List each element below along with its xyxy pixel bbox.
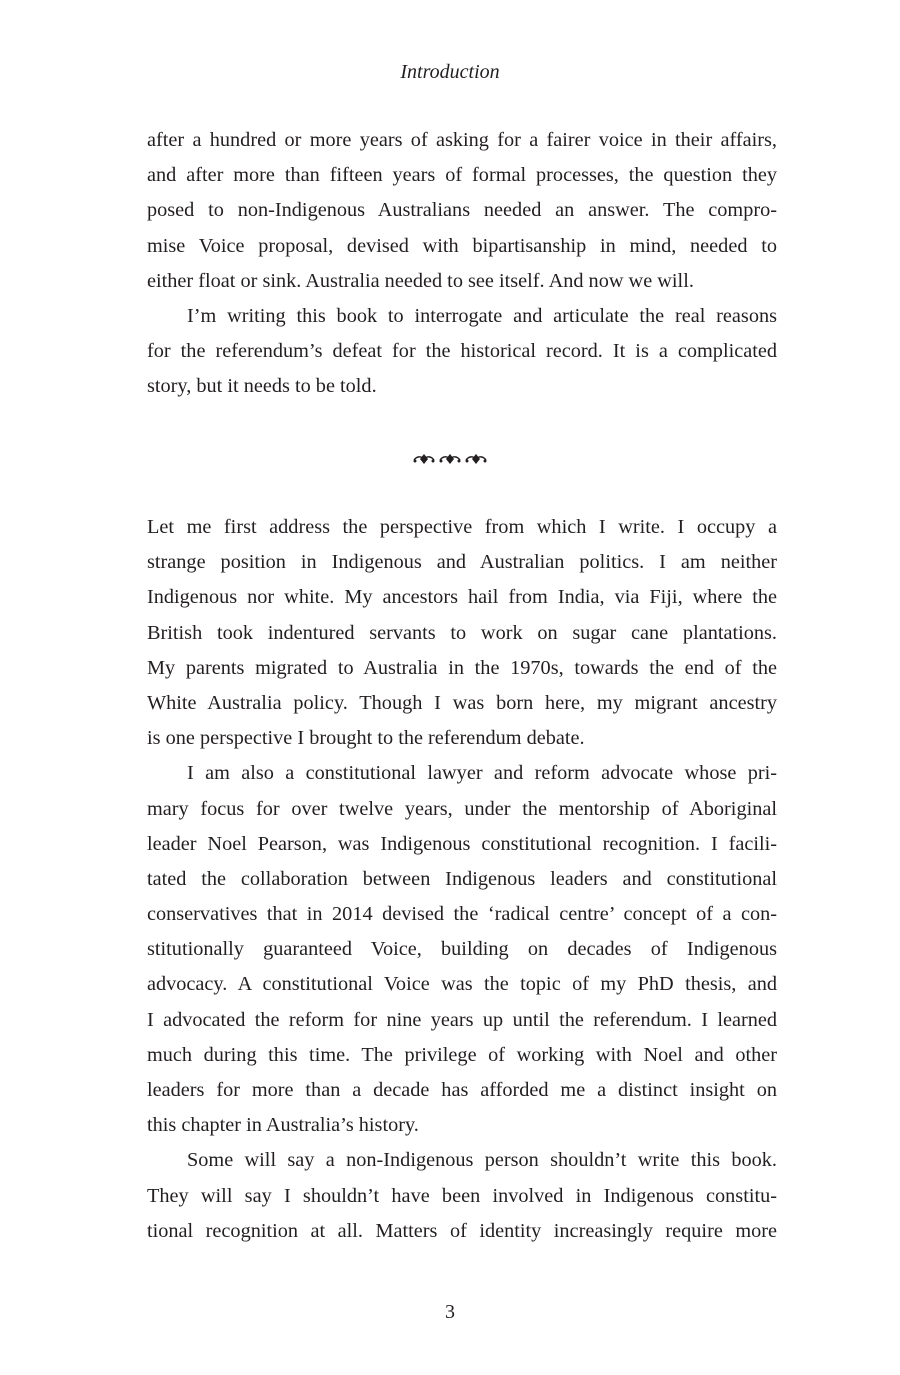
text-line: stitutionally guaranteed Voice, building on decades of Indigenous — [147, 938, 777, 961]
text-line: much during this time. The privilege of working with Noel and other — [147, 1043, 777, 1066]
fleuron-icon — [464, 451, 488, 467]
text-line: and after more than fifteen years of formal processes, the question they — [147, 164, 777, 187]
text-line: Indigenous nor white. My ancestors hail from India, via Fiji, where the — [147, 586, 777, 609]
text-line: strange position in Indigenous and Australian politics. I am neither — [147, 551, 777, 574]
text-line: I advocated the reform for nine years up until the referendum. I learned — [147, 1008, 777, 1031]
text-line: British took indentured servants to work on sugar cane plantations. — [147, 621, 777, 644]
text-line: tated the collaboration between Indigenous leaders and constitutional — [147, 867, 777, 890]
fleuron-icon — [438, 451, 462, 467]
text-line: this chapter in Australia’s history. — [147, 1114, 419, 1137]
text-line: story, but it needs to be told. — [147, 375, 377, 398]
text-line: conservatives that in 2014 devised the ‘radical centre’ concept of a con- — [147, 903, 777, 926]
text-block-1 — [147, 123, 777, 405]
text-line: leader Noel Pearson, was Indigenous constitutional recognition. I facili- — [147, 832, 777, 855]
text-line: is one perspective I brought to the referendum debate. — [147, 727, 585, 750]
running-head: Introduction — [400, 61, 500, 83]
text-line: leaders for more than a decade has afforded me a distinct insight on — [147, 1079, 777, 1101]
text-line: mary focus for over twelve years, under the mentorship of Aboriginal — [147, 797, 777, 820]
text-line: Some will say a non-Indigenous person shouldn’t write this book. — [187, 1149, 777, 1172]
text-line: Let me first address the perspective from which I write. I occupy a — [147, 516, 777, 538]
text-block-2 — [147, 510, 777, 1249]
text-line: advocacy. A constitutional Voice was the topic of my PhD thesis, and — [147, 973, 777, 996]
text-line: They will say I shouldn’t have been involved in Indigenous constitu- — [147, 1184, 777, 1207]
text-line: tional recognition at all. Matters of identity increasingly require more — [147, 1219, 777, 1242]
fleuron-icon — [412, 451, 436, 467]
text-line: I’m writing this book to interrogate and articulate the real reasons — [187, 304, 777, 327]
text-line: mise Voice proposal, devised with bipartisanship in mind, needed to — [147, 234, 777, 257]
text-line: I am also a constitutional lawyer and reform advocate whose pri- — [187, 762, 777, 785]
text-line: posed to non-Indigenous Australians needed an answer. The compro- — [147, 199, 777, 222]
text-line: for the referendum’s defeat for the historical record. It is a complicated — [147, 340, 777, 363]
text-line: My parents migrated to Australia in the 1970s, towards the end of the — [147, 656, 777, 679]
page-number: 3 — [445, 1301, 455, 1323]
text-line: after a hundred or more years of asking for a fairer voice in their affairs, — [147, 129, 777, 151]
text-line: White Australia policy. Though I was born here, my migrant ancestry — [147, 691, 777, 714]
text-line: either float or sink. Australia needed to see itself. And now we will. — [147, 269, 694, 292]
section-break-ornament — [0, 447, 900, 471]
